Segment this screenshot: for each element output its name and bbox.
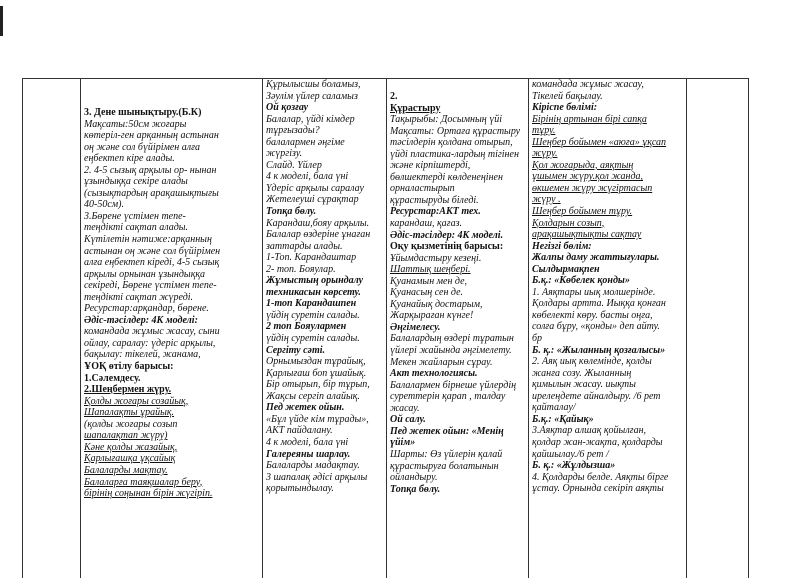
text-line: үйлері жайында әңгімелету. xyxy=(390,345,512,357)
text-line: «Бұл үйде кім тұрады», xyxy=(266,413,369,425)
text-line: Пед жетек ойын. xyxy=(266,402,345,414)
text-line: бақылау: тікелей, жанама, xyxy=(84,349,201,361)
text-line: орналастырып xyxy=(390,183,455,195)
text-line: Ой қозғау xyxy=(266,102,309,114)
text-line: Қолдары артта. Иыққа қонған xyxy=(532,298,666,310)
text-line: жүру . xyxy=(532,194,561,206)
text-line: тұру. xyxy=(532,125,556,137)
table-column-construction xyxy=(387,79,529,578)
text-line: ҰОҚ өтілу барысы: xyxy=(84,361,174,373)
text-line: өкшемен жүру жүгіртасып xyxy=(532,182,653,194)
text-line: үйді пластика-лардың тігінен xyxy=(390,148,519,160)
text-line: көтеріл-ген арқанның астынан xyxy=(84,130,219,142)
text-line: теңдікті сақтап жүреді. xyxy=(84,291,194,303)
text-line: бөлшектерді көлденеңінен xyxy=(390,171,503,183)
text-line: Жарқыраған күнге! xyxy=(390,310,474,322)
text-line: Балаларды мадақтау. xyxy=(266,460,360,472)
text-line: Балаларға таяқшалар беру, xyxy=(84,476,203,488)
text-line: арақашықтықты сақтау xyxy=(532,229,642,241)
text-line: Балаларды мақтау. xyxy=(84,464,168,476)
text-line: 4 к моделі, бала үні xyxy=(266,436,349,448)
text-line: қолдар жан-жақта, қолдарды xyxy=(532,436,663,448)
text-line: жүру. xyxy=(532,148,558,160)
text-line: бр xyxy=(532,333,543,345)
text-line: суреттерін қарап , талдау xyxy=(390,391,506,403)
text-line: және кірпіштерді, xyxy=(390,160,471,172)
text-line: 1-Топ. Карандаштар xyxy=(266,252,357,264)
text-line: техникасын көрсету. xyxy=(266,286,361,298)
text-line: шапалақтап жүру) xyxy=(84,430,168,442)
text-line: Қол жоғарыда, аяқтың xyxy=(532,159,634,171)
text-line: Қолдарын созып, xyxy=(532,217,605,229)
text-line: құрастыруды біледі. xyxy=(390,194,479,206)
text-line: Оқу қызметінің барысы: xyxy=(390,241,504,253)
text-line: Қарлығашқа ұқсайық xyxy=(84,453,176,465)
text-line: Жұмыстың орындалу xyxy=(266,275,364,287)
text-line: Мақсаты: Ортаға құрастыру xyxy=(390,125,521,137)
text-line: карандаш, қағаз. xyxy=(390,218,462,230)
text-line: Галереяны шарлау. xyxy=(266,448,351,460)
text-line: Ресурстар:АКТ тех. xyxy=(390,206,481,218)
text-line: жасау. xyxy=(390,402,420,414)
text-line: 2. Аяқ иық көлемінде, қолды xyxy=(532,356,652,368)
text-line: Кәне қолды жазайық, xyxy=(84,441,178,453)
text-line: Мекен жайларын сұрау. xyxy=(390,356,493,368)
text-line: Сергіту сәті. xyxy=(266,344,326,356)
text-line: 4. Қолдарды белде. Аяқты бірге xyxy=(532,471,669,483)
text-line: Қуанасың сен де. xyxy=(390,287,464,299)
text-line: Негізгі бөлім: xyxy=(532,240,592,252)
text-line: Әдіс-тәсілдер: 4К моделі: xyxy=(84,314,198,326)
text-line: ұшымен жүру.қол жанда, xyxy=(532,171,644,183)
text-line: 2 топ Бояулармен xyxy=(266,321,347,333)
table-column-exercises xyxy=(529,79,687,578)
text-line: АКТ пайдалану. xyxy=(266,425,333,437)
text-line: Зәулім үйлер саламыз xyxy=(266,90,358,102)
text-line: 1. Аяқтары иық молшерінде. xyxy=(532,286,656,298)
text-line: Кіріспе бөлімі: xyxy=(532,102,598,114)
text-line: Мақсаты:50см жоғары xyxy=(84,118,187,130)
text-line: 40-50см). xyxy=(84,199,124,211)
text-line: Қолды жоғары созайық, xyxy=(84,395,189,407)
text-line: Күтілетін нәтиже:арқанның xyxy=(84,234,212,246)
text-line: Шеңбер бойымен тұру. xyxy=(532,206,633,218)
text-line: үйім» xyxy=(390,437,416,449)
text-line: Балалармен бірнеше үйлердің xyxy=(390,379,517,391)
text-line: ойлау, саралау: үдеріс арқылы, xyxy=(84,337,216,349)
text-line: құрастыруға болатынын xyxy=(390,460,499,472)
text-line: оң және сол бүйірімен алға xyxy=(84,141,201,153)
text-line: Үдеріс арқылы саралау xyxy=(266,182,364,194)
text-line: Қарлығаш боп ұшайық. xyxy=(266,367,367,379)
text-line: Бір отырып, бір тұрып, xyxy=(266,379,370,391)
text-line: Б. қ.: «Жыланның қозғалысы» xyxy=(532,344,666,356)
scan-margin-mark xyxy=(0,6,3,36)
text-line: Қуанамын мен де, xyxy=(390,275,468,287)
text-line: Б.қ.: «Қайық» xyxy=(532,413,594,425)
text-line: Бірінің артынан бірі сапқа xyxy=(532,113,647,125)
text-line: солға бұру, «қонды» деп айту. xyxy=(532,321,660,333)
text-line: Пед жетек ойын: «Менің xyxy=(390,425,504,437)
text-line: ирелеңдете айналдыру. /6 рет xyxy=(532,390,661,402)
table-column-empty-left xyxy=(23,79,81,578)
text-line: Әдіс-тәсілдер: 4К моделі. xyxy=(390,229,504,241)
text-line: Б. қ.: «Жұлдызша» xyxy=(532,460,616,472)
text-line: 1.Сәлемдесу. xyxy=(84,372,141,384)
text-line: ұстау. Орнында секіріп аяқты xyxy=(532,483,664,495)
text-line: Топқа бөлу. xyxy=(390,483,441,495)
text-line: балалармен әңгіме xyxy=(266,136,345,148)
text-line: қимылын жасау. иықты xyxy=(532,379,636,391)
text-line: Сылдырмақпен xyxy=(532,263,600,275)
text-line: Ресурстар:арқандар, бөрене. xyxy=(84,303,209,315)
text-line: ойландыру. xyxy=(390,472,438,484)
table-column-physical-education xyxy=(81,79,263,578)
text-line: қорытындылау. xyxy=(266,483,334,495)
text-line: 2.Шеңбермен жүру. xyxy=(84,384,172,396)
text-line: 2. xyxy=(390,91,398,102)
text-line: алға еңбектеп кіреді, 4-5 сызық xyxy=(84,257,220,269)
text-line: Карандаш,бояу арқылы. xyxy=(266,217,370,229)
text-line: Шарты: Өз үйлерін қалай xyxy=(390,448,503,460)
text-line: еңбектеп кіре алады. xyxy=(84,153,175,165)
text-line: Құрастыру xyxy=(390,102,441,114)
text-line: Балалар өздеріне ұнаған xyxy=(266,229,371,241)
text-line: үйдің суретін салады. xyxy=(266,309,360,321)
text-line: жанға созу. Жыланның xyxy=(532,367,632,379)
text-line: Шеңбер бойымен «аюға» ұқсап xyxy=(532,136,667,148)
text-line: 3 шапалақ әдісі арқылы xyxy=(266,471,368,483)
text-line: Акт технологиясы. xyxy=(390,368,478,380)
text-line: командада жұмыс жасау, сыни xyxy=(84,326,220,338)
text-line: Жетелеуші сұрақтар xyxy=(266,194,359,206)
text-line: теңдікті сақтап алады. xyxy=(84,222,189,234)
text-line: (сызықтардың арақашықтығы xyxy=(84,187,219,199)
text-line: Ұйымдастыру кезеңі. xyxy=(390,252,482,264)
text-line: 3.Бөрене үстімен тепе- xyxy=(84,210,186,222)
text-line: Балалардың өздері тұратын xyxy=(390,333,514,345)
text-line: секіреді, Бөрене үстімен тепе- xyxy=(84,280,217,292)
text-line: 2. 4-5 сызық арқылы ор- нынан xyxy=(84,164,217,176)
text-line: Б.қ.: «Көбелек қонды» xyxy=(532,275,630,287)
lesson-plan-table xyxy=(22,78,749,578)
text-line: бірінің соңынан бірін жүгіріп. xyxy=(84,488,213,500)
text-line: жүргізу. xyxy=(266,148,303,160)
text-line: Балалар, үйді кімдер xyxy=(266,113,355,125)
text-line: заттарды алады. xyxy=(266,240,343,252)
text-line: қайталау/ xyxy=(532,402,576,414)
text-line: Шапалақты ұрайық. xyxy=(84,407,175,419)
text-line: Шаттық шеңбері. xyxy=(390,264,471,276)
table-column-empty-right xyxy=(687,79,748,578)
text-line: Ой салу. xyxy=(390,414,426,426)
text-line: командада жұмыс жасау, xyxy=(532,79,644,90)
text-line: үйдің суретін салады. xyxy=(266,333,360,345)
text-line: 1-топ Карандашпен xyxy=(266,298,357,310)
text-line: Слайд. Үйлер xyxy=(266,159,322,171)
text-line: Жалпы даму жаттығулары. xyxy=(532,252,660,264)
text-line: Құрылысшы боламыз, xyxy=(266,79,361,90)
text-line: Жақсы сергіп алайық. xyxy=(266,390,360,402)
text-line: қайшылау./6 рет / xyxy=(532,448,609,460)
text-line: (қолды жоғары созып xyxy=(84,418,178,430)
text-line: тәсілдерін қолдана отырып, xyxy=(390,137,513,149)
text-line: ұзындыққа секіре алады xyxy=(84,176,188,188)
text-line: 2- топ. Бояулар. xyxy=(266,263,336,275)
text-line: Тақырыбы: Досымның үйі xyxy=(390,114,502,126)
text-line: 4 к моделі, бала үні xyxy=(266,171,349,183)
text-line: Орнымыздан тұрайық, xyxy=(266,356,366,368)
text-line: Топқа бөлу. xyxy=(266,206,317,218)
text-line: 3.Аяқтар алшақ қойылған, xyxy=(532,425,647,437)
text-line: Қуанайық достарым, xyxy=(390,298,483,310)
text-line: 3. Дене шынықтыру.(Б.К) xyxy=(84,107,202,118)
text-line: көбелекті көру. басты оңға, xyxy=(532,309,653,321)
text-line: арқылы орнынан ұзындыққа xyxy=(84,268,206,280)
text-line: астынан оң және сол бүйірімен xyxy=(84,245,221,257)
table-column-drawing xyxy=(263,79,387,578)
text-line: Тікелей бақылау. xyxy=(532,90,603,102)
text-line: Әңгімелесу. xyxy=(390,321,441,333)
text-line: тұрғызады? xyxy=(266,125,320,137)
